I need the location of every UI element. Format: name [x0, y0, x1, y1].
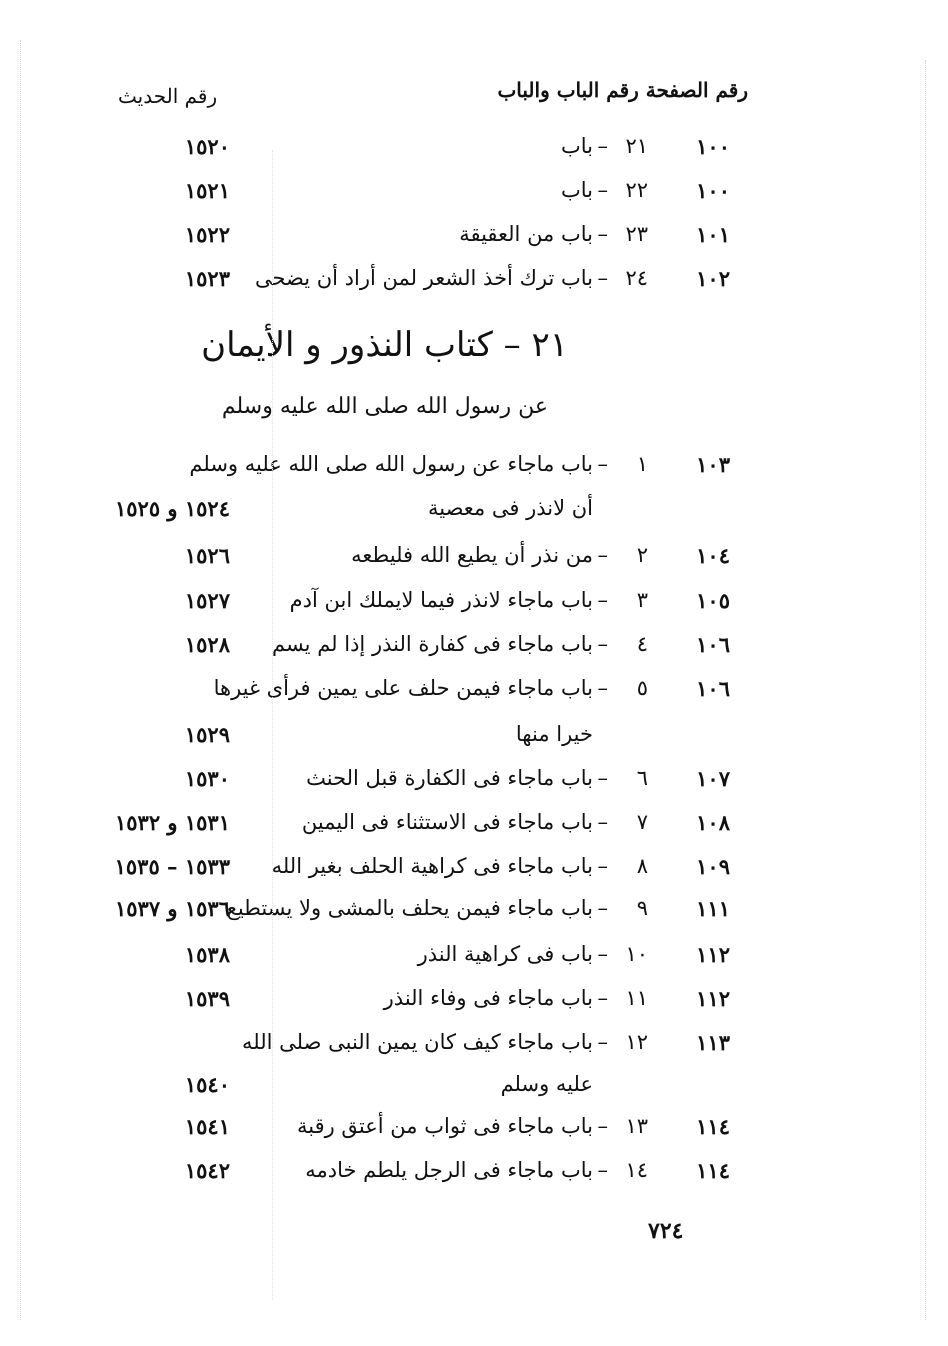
chapter-number: ٢٤	[625, 266, 648, 290]
page-ref: ١٠٠	[696, 134, 730, 159]
page-ref: ١٠١	[696, 222, 730, 247]
hadith-ref: ١٥٣٠	[184, 766, 230, 791]
index-row	[0, 942, 948, 978]
index-row	[0, 766, 948, 802]
separator-dash: –	[597, 1114, 608, 1138]
index-row	[0, 266, 948, 302]
hadith-ref: ١٥٢٣	[184, 266, 230, 291]
chapter-title: باب ماجاء فيمن يحلف بالمشى ولا يستطيع	[226, 896, 593, 920]
index-row-continuation	[0, 496, 948, 532]
page-ref: ١٠٥	[696, 588, 730, 613]
hadith-ref: ١٥٣١ و ١٥٣٢	[114, 810, 230, 835]
separator-dash: –	[597, 810, 608, 834]
chapter-number: ٢٢	[625, 178, 648, 202]
separator-dash: –	[597, 588, 608, 612]
index-row	[0, 896, 948, 932]
chapter-title: باب	[560, 134, 593, 158]
separator-dash: –	[597, 1158, 608, 1182]
chapter-title: باب ماجاء فى كراهية الحلف بغير الله	[271, 854, 593, 878]
index-row	[0, 222, 948, 258]
separator-dash: –	[597, 632, 608, 656]
separator-dash: –	[597, 452, 608, 476]
chapter-title: أن لانذر فى معصية	[428, 496, 593, 520]
hadith-ref: ١٥٢٤ و ١٥٢٥	[114, 496, 230, 521]
chapter-number: ٤	[636, 632, 648, 656]
chapter-number: ٢٣	[625, 222, 648, 246]
index-row	[0, 1114, 948, 1150]
page-ref: ١٠٧	[696, 766, 730, 791]
chapter-title: باب ماجاء فى الاستثناء فى اليمين	[301, 810, 593, 834]
scan-edge-right	[925, 60, 927, 1320]
chapter-number: ٣	[636, 588, 648, 612]
hadith-ref: ١٥٤٢	[184, 1158, 230, 1183]
hadith-ref: ١٥٢٧	[184, 588, 230, 613]
hadith-ref: ١٥٢٦	[184, 543, 230, 568]
chapter-number: ١٢	[625, 1030, 648, 1054]
page-ref: ١٠٦	[696, 632, 730, 657]
chapter-title: باب ترك أخذ الشعر لمن أراد أن يضحى	[254, 266, 593, 290]
index-row-continuation	[0, 722, 948, 758]
page-ref: ١٠٢	[696, 266, 730, 291]
index-row	[0, 588, 948, 624]
hadith-ref: ١٥٢٢	[184, 222, 230, 247]
chapter-title: باب ماجاء كيف كان يمين النبى صلى الله	[242, 1030, 593, 1054]
chapter-title: باب فى كراهية النذر	[417, 942, 593, 966]
index-row	[0, 1030, 948, 1066]
chapter-title: باب ماجاء فيمن حلف على يمين فرأى غيرها	[213, 676, 593, 700]
chapter-title: باب	[560, 178, 593, 202]
book-subtitle: عن رسول الله صلى الله عليه وسلم	[221, 394, 548, 419]
page-ref: ١١٢	[696, 986, 730, 1011]
chapter-title: باب ماجاء عن رسول الله صلى الله عليه وسلم	[189, 452, 593, 476]
separator-dash: –	[597, 942, 608, 966]
hadith-ref: ١٥٣٩	[184, 986, 230, 1011]
separator-dash: –	[597, 134, 608, 158]
hadith-ref: ١٥٢٠	[184, 134, 230, 159]
chapter-title: باب ماجاء فى الرجل يلطم خادمه	[305, 1158, 593, 1182]
separator-dash: –	[597, 896, 608, 920]
index-row	[0, 676, 948, 712]
index-row	[0, 810, 948, 846]
index-row	[0, 986, 948, 1022]
chapter-number: ٥	[636, 676, 648, 700]
book-title: ٢١ – كتاب النذور و الأيمان	[201, 325, 568, 365]
chapter-number: ١١	[625, 986, 648, 1010]
index-row	[0, 632, 948, 668]
index-row	[0, 134, 948, 170]
header-page-chapter: رقم الصفحة رقم الباب والباب	[497, 78, 748, 102]
chapter-number: ١	[636, 452, 648, 476]
chapter-title: باب ماجاء فى كفارة النذر إذا لم يسم	[271, 632, 593, 656]
page-ref: ١٠٤	[696, 543, 730, 568]
chapter-title: باب من العقيقة	[459, 222, 593, 246]
chapter-title: باب ماجاء فى الكفارة قبل الحنث	[306, 766, 593, 790]
separator-dash: –	[597, 676, 608, 700]
separator-dash: –	[597, 543, 608, 567]
chapter-number: ١٤	[625, 1158, 648, 1182]
page-ref: ١١٣	[696, 1030, 730, 1055]
index-row-continuation	[0, 1072, 948, 1108]
hadith-ref: ١٥٣٨	[184, 942, 230, 967]
chapter-number: ٢١	[625, 134, 648, 158]
separator-dash: –	[597, 1030, 608, 1054]
chapter-number: ١٠	[625, 942, 648, 966]
separator-dash: –	[597, 854, 608, 878]
chapter-title: باب ماجاء لانذر فيما لايملك ابن آدم	[289, 588, 593, 612]
index-row	[0, 1158, 948, 1194]
chapter-title: عليه وسلم	[500, 1072, 593, 1096]
hadith-ref: ١٥٣٣ – ١٥٣٥	[114, 854, 230, 879]
header-hadith-number: رقم الحديث	[118, 84, 218, 108]
chapter-number: ٢	[636, 543, 648, 567]
index-row	[0, 178, 948, 214]
page-ref: ١٠٦	[696, 676, 730, 701]
index-row	[0, 452, 948, 488]
scan-fold-mark	[272, 150, 274, 1300]
page-number: ٧٢٤	[648, 1218, 684, 1244]
hadith-ref: ١٥٢١	[184, 178, 230, 203]
hadith-ref: ١٥٤١	[184, 1114, 230, 1139]
separator-dash: –	[597, 766, 608, 790]
page-ref: ١٠٣	[696, 452, 730, 477]
chapter-number: ٩	[636, 896, 648, 920]
hadith-ref: ١٥٢٨	[184, 632, 230, 657]
page-ref: ١١٤	[696, 1114, 730, 1139]
page-ref: ١٠٩	[696, 854, 730, 879]
hadith-ref: ١٥٤٠	[184, 1072, 230, 1097]
chapter-title: باب ماجاء فى ثواب من أعتق رقبة	[296, 1114, 593, 1138]
chapter-number: ٨	[636, 854, 648, 878]
chapter-title: من نذر أن يطيع الله فليطعه	[351, 543, 593, 567]
chapter-number: ٦	[636, 766, 648, 790]
chapter-title: باب ماجاء فى وفاء النذر	[383, 986, 593, 1010]
hadith-ref: ١٥٣٦ و ١٥٣٧	[114, 896, 230, 921]
page-ref: ١١٤	[696, 1158, 730, 1183]
separator-dash: –	[597, 986, 608, 1010]
chapter-number: ١٣	[625, 1114, 648, 1138]
scan-edge-left	[20, 40, 22, 1320]
page-ref: ١٠٨	[696, 810, 730, 835]
index-row	[0, 854, 948, 890]
hadith-ref: ١٥٢٩	[184, 722, 230, 747]
chapter-number: ٧	[636, 810, 648, 834]
separator-dash: –	[597, 178, 608, 202]
page-ref: ١٠٠	[696, 178, 730, 203]
page-ref: ١١١	[696, 896, 730, 921]
chapter-title: خيرا منها	[515, 722, 593, 746]
index-row	[0, 543, 948, 579]
page-ref: ١١٢	[696, 942, 730, 967]
separator-dash: –	[597, 222, 608, 246]
separator-dash: –	[597, 266, 608, 290]
